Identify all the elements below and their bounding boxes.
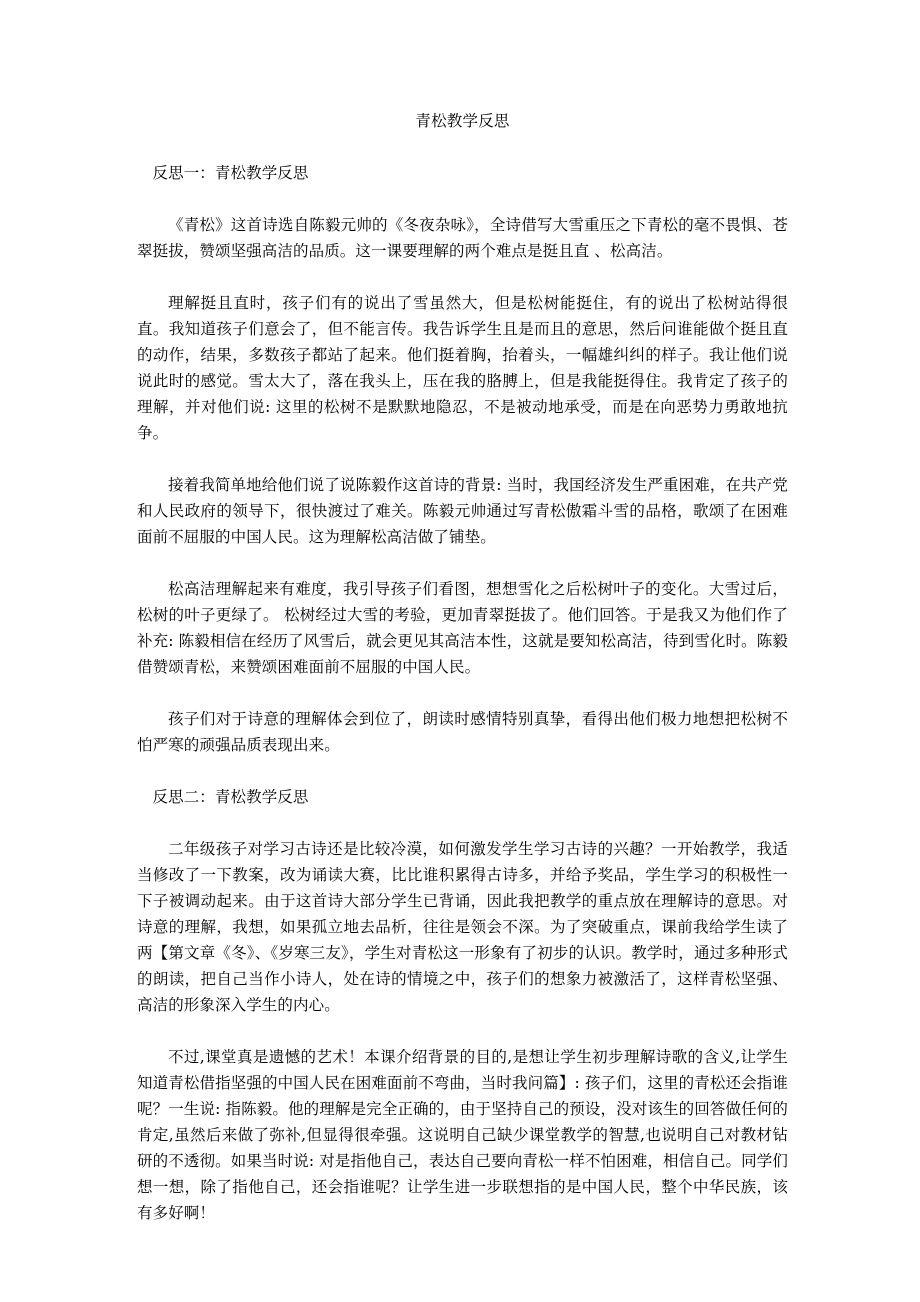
paragraph-poem-source: 《青松》这首诗选自陈毅元帅的《冬夜杂咏》，全诗借写大雪重压之下青松的毫不畏惧、苍翠挺拔，赞颂坚强高洁的品质。这一课要理解的两个难点是挺且直 、松高洁。 xyxy=(137,216,788,260)
paragraph-second-grade-interest: 二年级孩子对学习古诗还是比较冷漠，如何激发学生学习古诗的兴趣？一开始教学，我适当修改了一下教案，改为诵读大赛，比比谁积累得古诗多，并给予奖品，学生学习的积极性一下子被调动起来。由于这首诗大部分学生已背诵，因此我把教学的重点放在理解诗的意思。对诗意的理解，我想，如果孤立地去品析，往往是领会不深。为了突破重点，课前我给学生读了两【第文章《冬》、《岁寒三友》，学生对青松这一形象有了初步的认识。教学时，通过多种形式的朗读，把自己当作小诗人，处在诗的情境之中，孩子们的想象力被激活了，这样青松坚强、高洁的形象深入学生的内心。 xyxy=(137,840,788,1014)
page-title: 青松教学反思 xyxy=(415,112,510,130)
document-body xyxy=(137,108,788,1252)
paragraph-poem-background: 接着我简单地给他们说了说陈毅作这首诗的背景: 当时，我国经济发生严重困难，在共产党和人民政府的领导下，很快渡过了难关。陈毅元帅通过写青松傲霜斗雪的品格，歌颂了在困难面前不屈服的中国人民。这为理解松高洁做了铺垫。 xyxy=(137,476,788,546)
paragraph-classroom-regret: 不过,课堂真是遗憾的艺术！本课介绍背景的目的,是想让学生初步理解诗歌的含义,让学生知道青松借指坚强的中国人民在困难面前不弯曲，当时我问篇】: 孩子们，这里的青松还会指谁呢？一生说: 指陈毅。他的理解是完全正确的，由于坚持自己的预设，没对该生的回答做任何的肯定,虽然后来做了弥补,但显得很牵强。这说明自己缺少课堂教学的智慧,也说明自己对教材钻研的不透彻。如果当时说: 对是指他自己，表达自己要向青松一样不怕困难，相信自己。同学们想一想，除了指他自己，还会指谁呢？让学生进一步联想指的是中国人民，整个中华民族，该有多好啊！ xyxy=(137,1048,788,1222)
paragraph-songgaojie: 松高洁理解起来有难度，我引导孩子们看图，想想雪化之后松树叶子的变化。大雪过后，松树的叶子更绿了。 松树经过大雪的考验，更加青翠挺拔了。他们回答。于是我又为他们作了补充: 陈毅相信在经历了风雪后，就会更见其高洁本性，这就是要知松高洁，待到雪化时。陈毅借赞颂青松，来赞颂困难面前不屈服的中国人民。 xyxy=(137,580,788,676)
section-heading-reflection-one: 反思一：青松教学反思 xyxy=(152,164,309,182)
paragraph-understanding-tingqiezhi: 理解挺且直时，孩子们有的说出了雪虽然大，但是松树能挺住，有的说出了松树站得很直。我知道孩子们意会了，但不能言传。我告诉学生且是而且的意思，然后问谁能做个挺且直的动作，结果，多数孩子都站了起来。他们挺着胸，抬着头，一幅雄纠纠的样子。我让他们说说此时的感觉。雪太大了，落在我头上，压在我的胳膊上，但是我能挺得住。我肯定了孩子的理解，并对他们说: 这里的松树不是默默地隐忍，不是被动地承受，而是在向恶势力勇敢地抗争。 xyxy=(137,294,788,442)
paragraph-children-comprehension: 孩子们对于诗意的理解体会到位了，朗读时感情特别真挚，看得出他们极力地想把松树不怕严寒的顽强品质表现出来。 xyxy=(137,710,788,754)
section-heading-reflection-two: 反思二：青松教学反思 xyxy=(152,788,309,806)
